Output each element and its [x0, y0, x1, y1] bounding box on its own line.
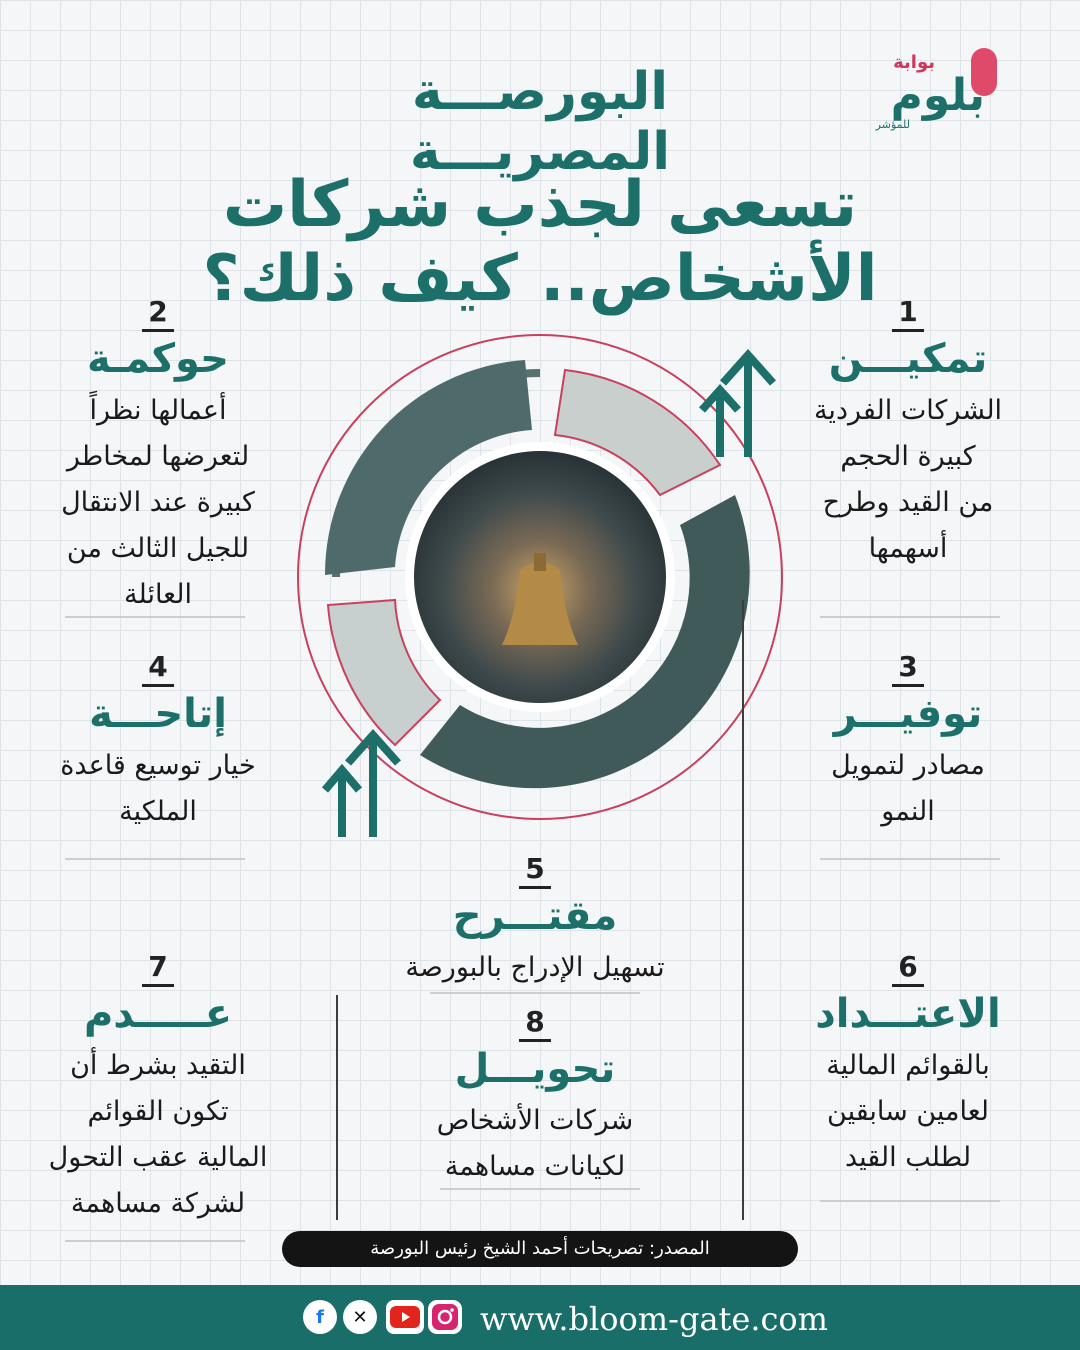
item-line: من القيد وطرح: [822, 487, 994, 518]
item-8: [395, 1005, 675, 1190]
item-line: لعامين سابقين: [827, 1096, 989, 1127]
item-line: لتعرضها لمخاطر: [66, 441, 250, 472]
divider: [65, 616, 245, 618]
item-5: [395, 852, 675, 991]
item-line: كبيرة الحجم: [840, 441, 976, 472]
divider: [430, 992, 640, 994]
item-7: [18, 950, 298, 1227]
vertical-divider: [336, 995, 338, 1220]
divider: [65, 858, 245, 860]
item-line: شركات الأشخاص: [436, 1105, 634, 1136]
item-line: تكون القوائم: [87, 1096, 229, 1127]
logo-brand: بلوم: [890, 70, 985, 121]
item-line: النمو: [881, 796, 935, 827]
facebook-icon[interactable]: f: [303, 1300, 337, 1334]
item-heading: الاعتـــداد: [815, 991, 1001, 1037]
item-number: 4: [142, 650, 173, 687]
item-line: لشركة مساهمة: [70, 1188, 246, 1219]
item-number: 2: [142, 295, 173, 332]
item-number: 3: [892, 650, 923, 687]
item-heading: مقتـــرح: [452, 893, 618, 939]
instagram-icon[interactable]: [428, 1300, 462, 1334]
item-line: بالقوائم المالية: [826, 1050, 990, 1081]
item-line: كبيرة عند الانتقال: [61, 487, 255, 518]
item-body: [18, 743, 298, 835]
item-body: [768, 388, 1048, 572]
item-heading: حوكمـة: [87, 336, 229, 382]
divider: [820, 616, 1000, 618]
item-heading: تحويـــل: [454, 1046, 616, 1092]
logo-subtitle: للمؤشر: [875, 118, 910, 131]
logo-prefix: بوابة: [893, 52, 935, 73]
item-number: 5: [519, 852, 550, 889]
item-line: الشركات الفردية: [813, 395, 1003, 426]
item-body: [18, 388, 298, 618]
item-line: لكيانات مساهمة: [444, 1151, 626, 1182]
page-subtitle: تسعى لجذب شركات الأشخاص.. كيف ذلك؟: [202, 168, 878, 316]
divider: [65, 1240, 245, 1242]
item-line: للجيل الثالث من: [66, 533, 250, 564]
item-line: أسهمها: [868, 533, 948, 564]
x-icon[interactable]: ✕: [343, 1300, 377, 1334]
item-line: المالية عقب التحول: [48, 1142, 268, 1173]
item-3: [768, 650, 1048, 835]
youtube-icon[interactable]: [386, 1300, 424, 1334]
item-body: [768, 1043, 1048, 1181]
item-line: أعمالها نظراً: [89, 395, 227, 426]
item-line: خيار توسيع قاعدة: [60, 750, 256, 781]
item-heading: تمكيـــن: [828, 336, 988, 382]
website-link[interactable]: www.bloom-gate.com: [480, 1300, 829, 1338]
item-number: 8: [519, 1005, 550, 1042]
item-line: الملكية: [119, 796, 197, 827]
item-number: 6: [892, 950, 923, 987]
item-body: [395, 1098, 675, 1190]
source-note: المصدر: تصريحات أحمد الشيخ رئيس البورصة: [282, 1231, 798, 1267]
divider: [820, 858, 1000, 860]
item-heading: توفيـــر: [833, 691, 983, 737]
item-heading: عـــــدم: [83, 991, 233, 1037]
item-number: 1: [892, 295, 923, 332]
item-4: [18, 650, 298, 835]
item-1: [768, 295, 1048, 572]
item-body: [18, 1043, 298, 1227]
item-line: تسهيل الإدراج بالبورصة: [405, 952, 665, 983]
item-6: [768, 950, 1048, 1181]
item-line: مصادر لتمويل: [831, 750, 985, 781]
item-body: [395, 945, 675, 991]
up-arrows-icon: [315, 725, 410, 840]
item-heading: إتاحـــة: [89, 691, 227, 737]
divider: [820, 1200, 1000, 1202]
item-line: لطلب القيد: [844, 1142, 972, 1173]
divider: [440, 1188, 640, 1190]
bloom-logo[interactable]: [855, 48, 1005, 133]
page-title: البورصـــة المصريـــة: [409, 62, 671, 182]
item-body: [768, 743, 1048, 835]
item-line: التقيد بشرط أن: [70, 1050, 246, 1081]
item-line: العائلة: [124, 579, 192, 610]
vertical-divider: [742, 600, 744, 1220]
item-2: [18, 295, 298, 618]
item-number: 7: [142, 950, 173, 987]
